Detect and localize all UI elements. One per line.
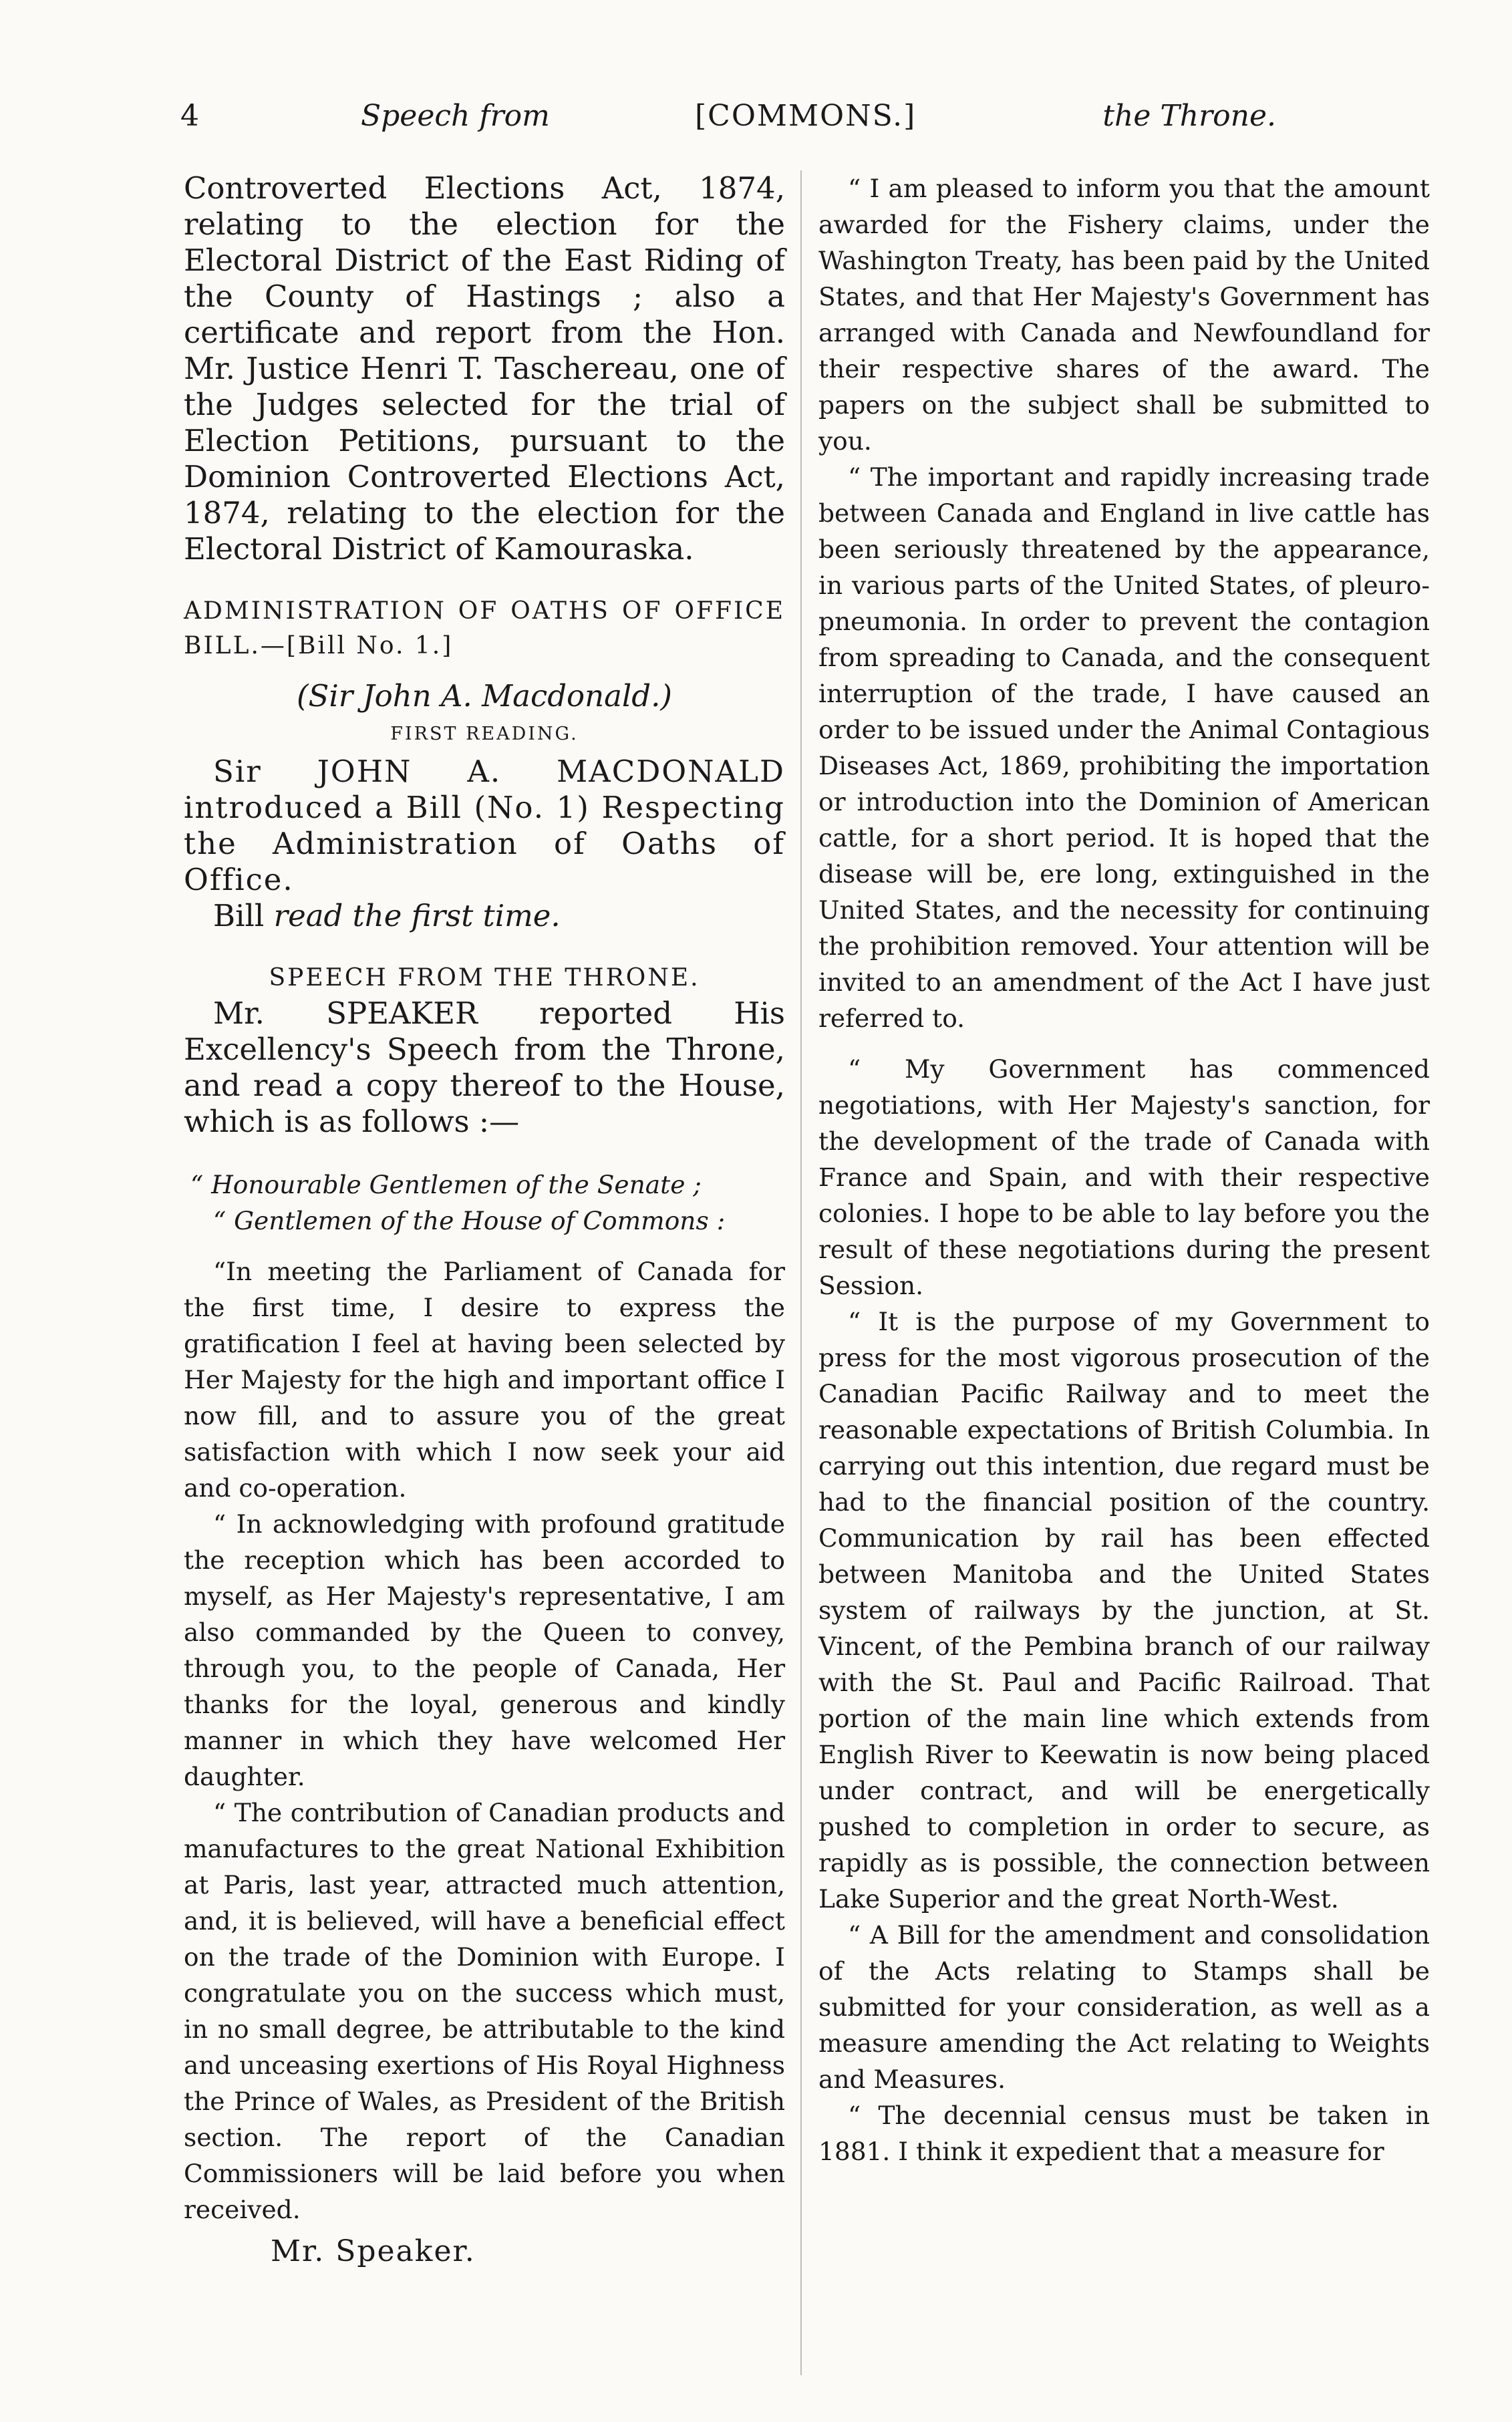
- speech-paragraph-2: “ In acknowledging with profound gratitude the reception which has been accorded to myself, as Her Majesty's representative, I am also commanded by the Queen to convey, through you, to the people of Canada, Her thanks for the loyal, generous and kindly manner in which they have welcomed Her daughter.: [184, 1509, 785, 1791]
- speech-heading: SPEECH FROM THE THRONE.: [269, 964, 700, 992]
- speech-paragraph-1: “In meeting the Parliament of Canada for the first time, I desire to express the gratification I feel at having been selected by Her Majesty for the high and important office I now fill, and to assure you of the great satisfaction with which I now seek your aid and co-operation.: [184, 1257, 785, 1503]
- speaker-report: Mr. SPEAKER reported His Excellency's Speech from the Throne, and read a copy thereof to the House, which is as follows :—: [184, 996, 785, 1139]
- speech-paragraph-5: “ The important and rapidly increasing trade between Canada and England in live cattle has been seriously threatened by the appearance, in various parts of the United States, of pleuro-pneumonia. In order to prevent the contagion from spreading to Canada, and the consequent interruption of the trade, I have caused an order to be issued under the Animal Contagious Diseases Act, 1869, prohibiting the importation or introduction into the Dominion of American cattle, for a short period. It is hoped that the disease will be, ere long, extinguished in the United States, and the necessity for continuing the prohibition removed. Your attention will be invited to an amendment of the Act I have just referred to.: [818, 462, 1430, 1033]
- salutation-commons: “ Gentlemen of the House of Commons :: [213, 1206, 726, 1235]
- speech-paragraph-3: “ The contribution of Canadian products and manufactures to the great National Exhibition at Paris, last year, attracted much attention, and, it is believed, will have a beneficial effect on the trade of the Dominion with Europe. I congratulate you on the success which must, in no small degree, be attributable to the kind and unceasing exertions of His Royal Highness the Prince of Wales, as President of the British section. The report of the Canadian Commissioners will be laid before you when received.: [184, 1798, 785, 2224]
- intro-paragraph: Controverted Elections Act, 1874, relating to the election for the Electoral District of the East Riding of the County of Hastings ; also a certificate and report from the Hon. Mr. Justice Henri T. Taschereau, one of the Judges selected for the trial of Election Petitions, pursuant to the Dominion Controverted Elections Act, 1874, relating to the election for the Electoral District of Kamouraska.: [184, 170, 785, 567]
- speech-paragraph-6: “ My Government has commenced negotiations, with Her Majesty's sanction, for the development of the trade of Canada with France and Spain, and with their respective colonies. I hope to be able to lay before you the result of these negotiations during the present Session.: [818, 1054, 1430, 1300]
- bill-read-line: Bill read the first time.: [213, 898, 561, 933]
- right-column: [818, 170, 1430, 2169]
- column-divider: [800, 170, 802, 2375]
- salutation-senate: “ Honourable Gentlemen of the Senate ;: [190, 1170, 702, 1199]
- speech-paragraph-7: “ It is the purpose of my Government to press for the most vigorous prosecution of the Canadian Pacific Railway and to meet the reasonable expectations of British Columbia. In carrying out this intention, due regard must be had to the financial position of the country. Communication by rail has been effected between Manitoba and the United States system of railways by the junction, at St. Vincent, of the Pembina branch of our railway with the St. Paul and Pacific Railroad. That portion of the main line which extends from English River to Keewatin is now being placed under contract, and will be energetically pushed to completion in order to secure, as rapidly as is possible, the connection between Lake Superior and the great North-West.: [818, 1307, 1430, 1914]
- footer-catchword: Mr. Speaker.: [271, 2234, 476, 2268]
- bill-sponsor: (Sir John A. Macdonald.): [297, 678, 672, 714]
- left-column: [184, 170, 785, 2268]
- bill-introduction: Sir JOHN A. MACDONALD introduced a Bill (No. 1) Respecting the Administration of Oaths of Office.: [184, 754, 785, 897]
- speech-paragraph-9: “ The decennial census must be taken in 1881. I think it expedient that a measure for: [818, 2101, 1430, 2166]
- page-header: [180, 99, 1276, 146]
- page-number: 4: [180, 99, 199, 133]
- first-reading-label: FIRST READING.: [390, 724, 579, 744]
- speech-paragraph-8: “ A Bill for the amendment and consolidation of the Acts relating to Stamps shall be submitted for your consideration, as well as a measure amending the Act relating to Weights and Measures.: [818, 1920, 1430, 2094]
- running-head-center: [COMMONS.]: [695, 99, 917, 133]
- running-head-right: the Throne.: [1102, 99, 1276, 133]
- running-head-left: Speech from: [361, 99, 550, 133]
- speech-paragraph-4: “ I am pleased to inform you that the amount awarded for the Fishery claims, under the Washington Treaty, has been paid by the United States, and that Her Majesty's Government has arranged with Canada and Newfoundland for their respective shares of the award. The papers on the subject shall be submitted to you.: [818, 174, 1430, 456]
- bill-heading: ADMINISTRATION OF OATHS OF OFFICE BILL.—[Bill No. 1.]: [184, 597, 785, 659]
